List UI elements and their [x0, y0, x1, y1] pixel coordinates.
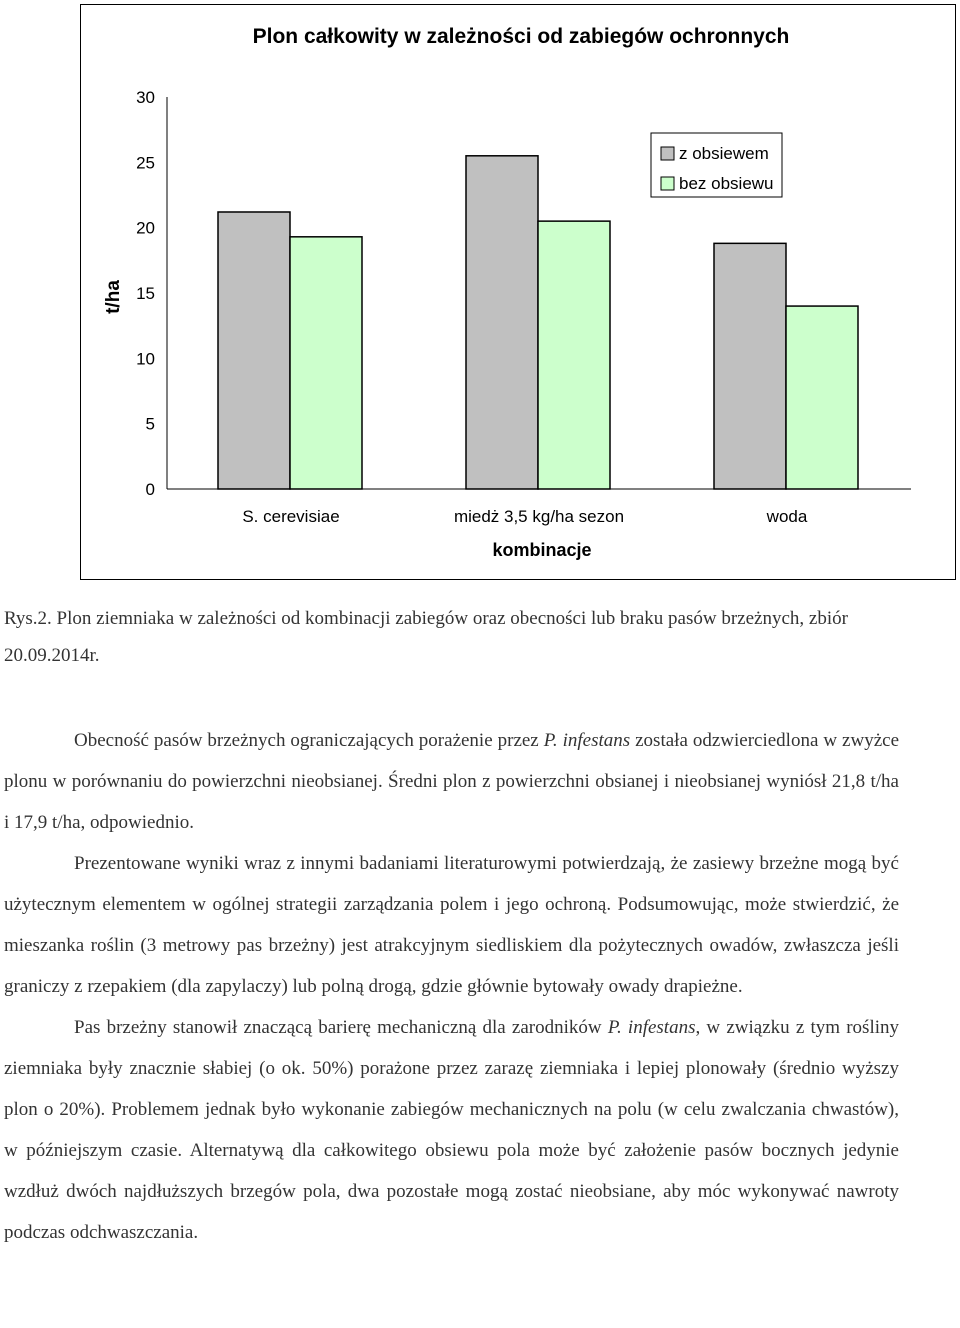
- x-axis-label: kombinacje: [492, 540, 592, 560]
- yield-chart: [80, 4, 956, 580]
- chart-title: Plon całkowity w zależności od zabiegów ochronnych: [252, 25, 790, 48]
- species-name: P. infestans: [607, 1017, 696, 1038]
- y-tick-label: 10: [136, 349, 155, 369]
- bar-z-obsiewem: [714, 243, 786, 489]
- legend: [651, 133, 782, 197]
- y-tick-label: 15: [136, 284, 155, 303]
- bars: [218, 156, 858, 489]
- bar-bez-obsiewu: [786, 306, 858, 489]
- figure-caption: Rys.2. Plon ziemniaka w zależności od kombinacji zabiegów oraz obecności lub braku pasów brzeżnych, zbiór 20.09.2014r.: [4, 608, 848, 666]
- y-tick-label: 25: [136, 153, 155, 173]
- x-tick-label: woda: [766, 507, 808, 526]
- y-axis-label: t/ha: [103, 280, 124, 314]
- species-name: P. infestans: [543, 730, 631, 751]
- y-tick-label: 0: [145, 480, 155, 499]
- paragraph-1: Obecność pasów brzeżnych ograniczających porażenie przez P. infestans została odzwierciedlona w zwyżce plonu w porównaniu do powierzchni nieobsianej. Średni plon z powierzchni obsianej i nieobsianej wyniósł 21,8 t/ha i 17,9 t/ha, odpowiednio.: [4, 730, 900, 833]
- x-tick-label: miedż 3,5 kg/ha sezon: [453, 507, 625, 526]
- paragraph-2: Prezentowane wyniki wraz z innymi badaniami literaturowymi potwierdzają, że zasiewy brzeżne mogą być użytecznym elementem w ogólnej strategii zarządzania polem i jego ochroną. Podsumowując, może stwierdzić, że mieszanka roślin (3 metrowy pas brzeżny) jest atrakcyjnym siedliskiem dla pożytecznych owadów, zwłaszcza jeśli graniczy z rzepakiem (dla zapylaczy) lub polną drogą, gdzie głównie bytowały owady drapieżne.: [4, 853, 899, 997]
- y-tick-label: 30: [136, 88, 155, 107]
- y-axis-ticks: [136, 88, 155, 499]
- y-tick-label: 5: [145, 414, 155, 434]
- yield-bar-chart: [81, 5, 955, 579]
- legend-swatch: [661, 177, 674, 190]
- legend-swatch: [661, 147, 674, 160]
- article-body: [4, 720, 899, 1253]
- x-axis-tick-labels: [242, 507, 808, 526]
- bar-bez-obsiewu: [290, 237, 362, 489]
- legend-label: z obsiewem: [679, 144, 769, 163]
- x-tick-label: S. cerevisiae: [242, 507, 340, 526]
- bar-bez-obsiewu: [538, 221, 610, 489]
- bar-z-obsiewem: [218, 212, 290, 489]
- paragraph-3: Pas brzeżny stanowił znaczącą barierę mechaniczną dla zarodników P. infestans, w związku z tym rośliny ziemniaka były znacznie słabiej (o ok. 50%) porażone przez zarazę ziemniaka i lepiej plonowały (średnio wyższy plon o 20%). Problemem jednak było wykonanie zabiegów mechanicznych na polu (w celu zwalczania chwastów), w późniejszym czasie. Alternatywą dla całkowitego obsiewu pola może być założenie pasów bocznych jedynie wzdłuż dwóch najdłuższych brzegów pola, dwa pozostałe mogą zostać nieobsiane, aby móc wykonywać nawroty podczas odchwaszczania.: [4, 1017, 900, 1243]
- bar-z-obsiewem: [466, 156, 538, 489]
- y-tick-label: 20: [136, 218, 155, 238]
- legend-label: bez obsiewu: [679, 174, 774, 193]
